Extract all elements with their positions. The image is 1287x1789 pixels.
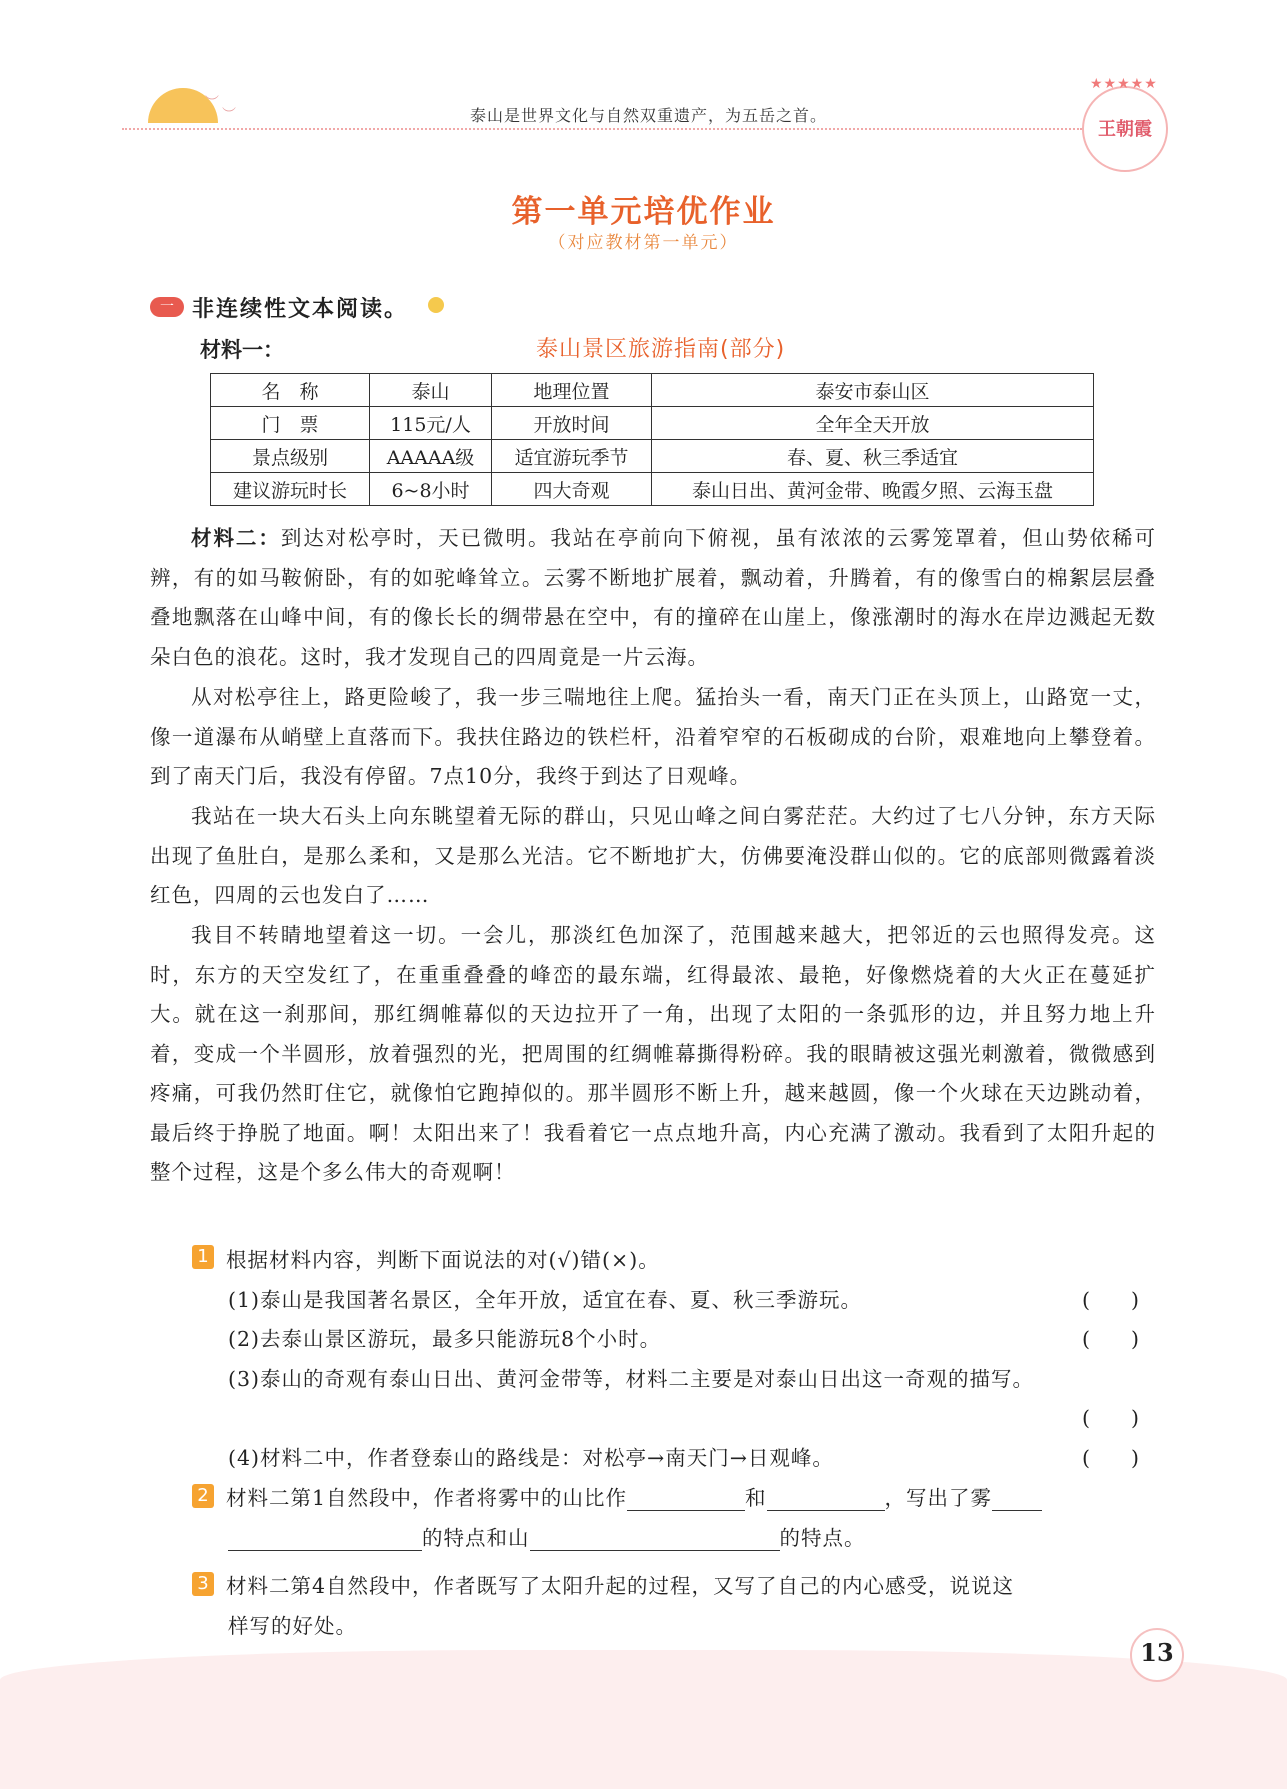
table-cell: 泰山 [370, 374, 492, 407]
question-2-text: 材料二第1自然段中，作者将雾中的山比作 [226, 1486, 628, 1510]
table-cell: 全年全天开放 [652, 407, 1094, 440]
table-cell: 春、夏、秋三季适宜 [652, 440, 1094, 473]
table-row [211, 473, 1094, 506]
table-cell: 景点级别 [211, 440, 370, 473]
question-2-text: ，写出了雾 [884, 1486, 993, 1510]
brand-seal-text: 王朝霞 [1098, 119, 1152, 140]
table-cell: 6~8小时 [370, 473, 492, 506]
question-1-stem: 根据材料内容，判断下面说法的对(√)错(×)。 [226, 1248, 660, 1272]
answer-paren[interactable]: ( ) [1082, 1406, 1139, 1430]
answer-paren[interactable]: ( ) [1082, 1327, 1139, 1351]
section-number-badge: 一 [150, 297, 184, 317]
question-2-text: 的特点。 [779, 1526, 866, 1550]
material2-paragraph-2 [150, 678, 1156, 797]
header-motto: 泰山是世界文化与自然双重遗产，为五岳之首。 [470, 106, 828, 125]
question-1-item-3: (3)泰山的奇观有泰山日出、黄河金带等，材料二主要是对泰山日出这一奇观的描写。 [228, 1367, 1035, 1391]
question-number-2: 2 [192, 1484, 214, 1508]
question-number-1: 1 [192, 1245, 214, 1269]
table-title: 泰山景区旅游指南(部分) [536, 337, 786, 362]
page-subtitle: （对应教材第一单元） [548, 233, 739, 253]
material2-label: 材料二： [191, 526, 281, 550]
question-1-item-4: (4)材料二中，作者登泰山的路线是：对松亭→南天门→日观峰。 [228, 1446, 834, 1470]
answer-blank[interactable] [530, 1528, 780, 1551]
table-cell: 地理位置 [492, 374, 652, 407]
table-cell: 名 称 [211, 374, 370, 407]
page-number: 13 [1140, 1638, 1174, 1667]
question-2-line-1 [226, 1481, 1042, 1511]
paragraph-text: 从对松亭往上，路更险峻了，我一步三喘地往上爬。猛抬头一看，南天门正在头顶上，山路宽一丈，像一道瀑布从峭壁上直落而下。我扶住路边的铁栏杆，沿着窄窄的石板砌成的台阶，艰难地向上攀登着。到了南天门后，我没有停留。7点10分，我终于到达了日观峰。 [150, 685, 1156, 788]
table-row [211, 407, 1094, 440]
table-cell: 开放时间 [492, 407, 652, 440]
table-cell: 门 票 [211, 407, 370, 440]
question-2-line-2 [228, 1521, 866, 1551]
table-cell: 泰安市泰山区 [652, 374, 1094, 407]
material1-label: 材料一： [200, 338, 284, 362]
page-title: 第一单元培优作业 [511, 194, 776, 230]
answer-blank[interactable] [992, 1488, 1042, 1511]
table-cell: AAAAA级 [370, 440, 492, 473]
bird-icon: ︶ [205, 95, 219, 111]
answer-paren[interactable]: ( ) [1082, 1446, 1139, 1470]
material2-paragraph-4 [150, 916, 1156, 1193]
question-1-item-1: (1)泰山是我国著名景区，全年开放，适宜在春、夏、秋三季游玩。 [228, 1288, 863, 1312]
material2-paragraph-3 [150, 797, 1156, 916]
footer-wave-decoration [0, 1650, 1287, 1789]
table-cell: 适宜游玩季节 [492, 440, 652, 473]
paragraph-text: 到达对松亭时，天已微明。我站在亭前向下俯视，虽有浓浓的云雾笼罩着，但山势依稀可辨，有的如马鞍俯卧，有的如驼峰耸立。云雾不断地扩展着，飘动着，升腾着，有的像雪白的棉絮层层叠叠地飘落在山峰中间，有的像长长的绸带悬在空中，有的撞碎在山崖上，像涨潮时的海水在岸边溅起无数朵白色的浪花。这时，我才发现自己的四周竟是一片云海。 [150, 526, 1156, 669]
question-1-item-2: (2)去泰山景区游玩，最多只能游玩8个小时。 [228, 1327, 662, 1351]
paragraph-text: 我目不转睛地望着这一切。一会儿，那淡红色加深了，范围越来越大，把邻近的云也照得发亮。这时，东方的天空发红了，在重重叠叠的峰峦的最东端，红得最浓、最艳，好像燃烧着的大火正在蔓延扩大。就在这一刹那间，那红绸帷幕似的天边拉开了一角，出现了太阳的一条弧形的边，并且努力地上升着，变成一个半圆形，放着强烈的光，把周围的红绸帷幕撕得粉碎。我的眼睛被这强光刺激着，微微感到疼痛，可我仍然盯住它，就像怕它跑掉似的。那半圆形不断上升，越来越圆，像一个火球在天边跳动着，最后终于挣脱了地面。啊！太阳出来了！我看着它一点点地升高，内心充满了激动。我看到了太阳升起的整个过程，这是个多么伟大的奇观啊！ [150, 923, 1156, 1184]
answer-blank[interactable] [767, 1488, 885, 1511]
table-cell: 四大奇观 [492, 473, 652, 506]
table-row [211, 440, 1094, 473]
section-title: 非连续性文本阅读。 [192, 297, 409, 322]
question-2-text: 和 [745, 1486, 767, 1510]
question-3-line-2: 样写的好处。 [228, 1614, 357, 1638]
question-2-text: 的特点和山 [422, 1526, 530, 1550]
table-cell: 建议游玩时长 [211, 473, 370, 506]
bird-icon: ︶ [222, 107, 236, 123]
star-icon: ★★★★★ [1090, 76, 1158, 92]
table-row [211, 374, 1094, 407]
paragraph-text: 我站在一块大石头上向东眺望着无际的群山，只见山峰之间白雾茫茫。大约过了七八分钟，东方天际出现了鱼肚白，是那么柔和，又是那么光洁。它不断地扩大，仿佛要淹没群山似的。它的底部则微露着淡红色，四周的云也发白了…… [150, 804, 1156, 907]
question-number-3: 3 [192, 1572, 214, 1596]
answer-blank[interactable] [627, 1488, 745, 1511]
table-cell: 115元/人 [370, 407, 492, 440]
material2-paragraph-1 [150, 519, 1156, 677]
lightbulb-icon [428, 297, 444, 313]
question-3-line-1: 材料二第4自然段中，作者既写了太阳升起的过程，又写了自己的内心感受，说说这 [226, 1574, 1015, 1598]
tour-guide-table [210, 373, 1094, 506]
header-divider [122, 128, 1082, 130]
table-cell: 泰山日出、黄河金带、晚霞夕照、云海玉盘 [652, 473, 1094, 506]
answer-blank[interactable] [228, 1528, 422, 1551]
answer-paren[interactable]: ( ) [1082, 1288, 1139, 1312]
